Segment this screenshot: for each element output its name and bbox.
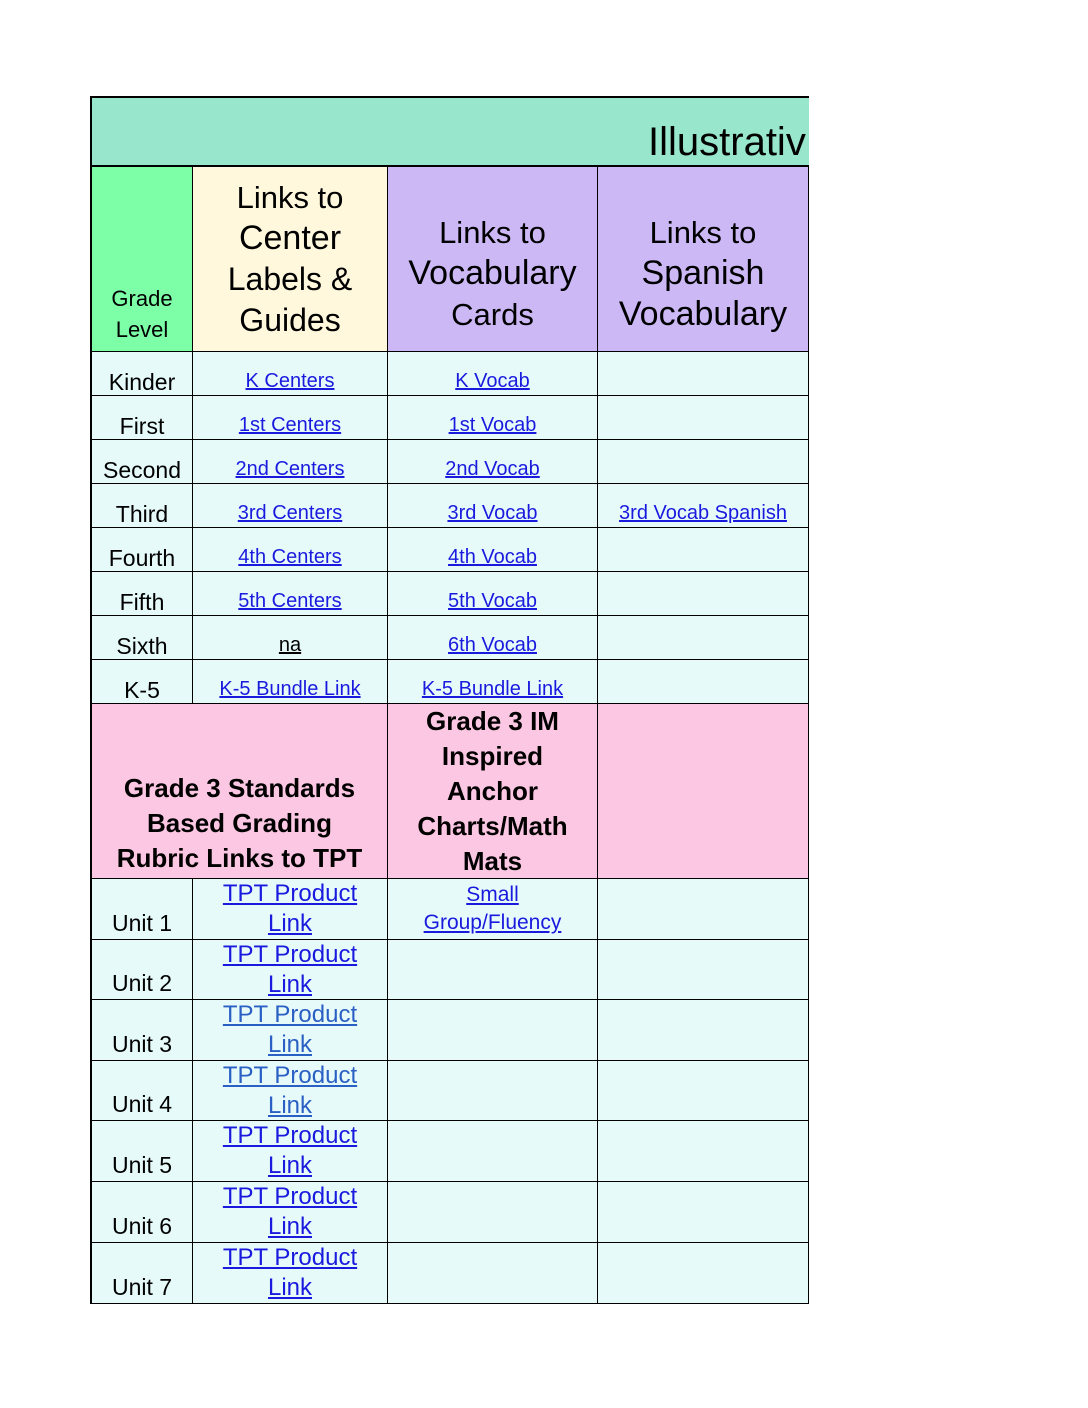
header-line: Mats <box>462 845 523 876</box>
unit-label: Unit 5 <box>90 1121 193 1182</box>
5th-centers-link[interactable]: 5th Centers <box>238 590 342 612</box>
unit3-tpt-link[interactable]: TPT Product <box>222 1001 358 1028</box>
k-vocab-link[interactable]: K Vocab <box>455 370 530 392</box>
header-line: Links to <box>439 214 546 250</box>
unit-label: Unit 6 <box>90 1182 193 1243</box>
unit5-tpt-link[interactable]: Link <box>267 1152 313 1179</box>
5th-vocab-link[interactable]: 5th Vocab <box>448 590 537 612</box>
vocab-link-cell <box>388 440 598 484</box>
header-line: Grade 3 Standards <box>123 773 356 803</box>
tpt-link-cell <box>193 1000 388 1061</box>
centers-header <box>193 167 388 352</box>
header-line: Links to <box>236 180 344 215</box>
k5-bundle-vocab-link[interactable]: K-5 Bundle Link <box>421 678 564 700</box>
grade-label: K-5 <box>90 660 193 704</box>
sheet-title: Illustrativ <box>648 120 806 164</box>
unit2-tpt-link[interactable]: Link <box>267 970 313 998</box>
header-line: Grade 3 IM <box>426 705 559 736</box>
unit6-tpt-link[interactable]: TPT Product <box>222 1183 358 1210</box>
vocab-link-cell <box>388 352 598 396</box>
unit1-tpt-link[interactable]: TPT Product <box>222 880 358 907</box>
k5-bundle-centers-link[interactable]: K-5 Bundle Link <box>219 678 361 700</box>
6th-centers-na[interactable]: na <box>278 634 302 656</box>
unit-label: Unit 1 <box>90 879 193 940</box>
unit7-tpt-link[interactable]: Link <box>267 1274 313 1301</box>
grade-level-header <box>90 167 193 352</box>
spanish-link-cell <box>598 352 809 396</box>
spanish-link-cell <box>598 528 809 572</box>
header-line: Center <box>238 219 342 257</box>
tpt-link-cell <box>193 1061 388 1121</box>
unit-label: Unit 2 <box>90 940 193 1000</box>
spanish-header <box>598 167 809 352</box>
vocab-link-cell <box>388 660 598 704</box>
vocab-link-cell <box>388 528 598 572</box>
header-line: Cards <box>451 296 534 332</box>
tpt-link-cell <box>193 1121 388 1182</box>
3rd-centers-link[interactable]: 3rd Centers <box>237 502 343 524</box>
centers-link-cell <box>193 616 388 660</box>
empty-cell <box>598 1000 809 1061</box>
grade-label: Kinder <box>90 352 193 396</box>
centers-link-cell <box>193 484 388 528</box>
unit4-tpt-link[interactable]: TPT Product <box>222 1061 358 1089</box>
unit2-tpt-link[interactable]: TPT Product <box>222 940 358 968</box>
centers-link-cell <box>193 572 388 616</box>
anchor-charts-header <box>388 704 598 879</box>
unit6-tpt-link[interactable]: Link <box>267 1213 313 1240</box>
header-line: Guides <box>239 302 341 338</box>
header-line: Vocabulary <box>408 253 577 292</box>
empty-cell <box>598 879 809 940</box>
grade-label: Sixth <box>90 616 193 660</box>
unit1-tpt-link[interactable]: Link <box>267 910 313 937</box>
grade-label: Fourth <box>90 528 193 572</box>
grade-label: First <box>90 396 193 440</box>
vocab-header <box>388 167 598 352</box>
unit7-tpt-link[interactable]: TPT Product <box>222 1244 358 1271</box>
centers-link-cell <box>193 660 388 704</box>
centers-link-cell <box>193 396 388 440</box>
empty-cell <box>598 1061 809 1121</box>
6th-vocab-link[interactable]: 6th Vocab <box>448 634 537 656</box>
spanish-link-cell <box>598 440 809 484</box>
2nd-vocab-link[interactable]: 2nd Vocab <box>445 458 540 480</box>
header-line: Links to <box>649 214 757 250</box>
empty-cell <box>388 1121 598 1182</box>
tpt-link-cell <box>193 1182 388 1243</box>
tpt-link-cell <box>193 940 388 1000</box>
header-line: Based Grading <box>147 808 332 838</box>
anchor-link-cell <box>388 879 598 940</box>
unit-label: Unit 3 <box>90 1000 193 1061</box>
unit5-tpt-link[interactable]: TPT Product <box>222 1122 358 1149</box>
empty-cell <box>598 1243 809 1304</box>
vocab-link-cell <box>388 572 598 616</box>
spanish-link-cell <box>598 660 809 704</box>
vocab-link-cell <box>388 616 598 660</box>
empty-cell <box>388 1182 598 1243</box>
header-line: Grade <box>111 286 173 311</box>
title-banner <box>90 96 809 167</box>
3rd-vocab-spanish-link[interactable]: 3rd Vocab Spanish <box>619 502 787 524</box>
rubric-header <box>90 704 388 879</box>
header-line: Inspired <box>441 740 544 771</box>
empty-cell <box>388 1061 598 1121</box>
grade-label: Third <box>90 484 193 528</box>
2nd-centers-link[interactable]: 2nd Centers <box>235 458 345 480</box>
grade-label: Second <box>90 440 193 484</box>
pink-empty-cell <box>598 704 809 879</box>
empty-cell <box>388 940 598 1000</box>
small-group-fluency-link[interactable]: Small <box>466 883 519 906</box>
tpt-link-cell <box>193 879 388 940</box>
spanish-link-cell <box>598 616 809 660</box>
grade-label: Fifth <box>90 572 193 616</box>
4th-vocab-link[interactable]: 4th Vocab <box>448 546 537 568</box>
header-line: Labels & <box>227 261 353 297</box>
spanish-link-cell <box>598 572 809 616</box>
spanish-link-cell <box>598 484 809 528</box>
empty-cell <box>598 1121 809 1182</box>
empty-cell <box>598 940 809 1000</box>
spanish-link-cell <box>598 396 809 440</box>
header-line: Rubric Links to TPT <box>116 843 363 873</box>
4th-centers-link[interactable]: 4th Centers <box>238 546 342 568</box>
empty-cell <box>388 1243 598 1304</box>
header-line: Vocabulary <box>618 294 788 333</box>
header-line: Level <box>115 317 169 342</box>
empty-cell <box>388 1000 598 1061</box>
unit4-tpt-link[interactable]: Link <box>267 1091 313 1119</box>
unit3-tpt-link[interactable]: Link <box>267 1031 313 1058</box>
1st-vocab-link[interactable]: 1st Vocab <box>448 414 537 436</box>
header-line: Anchor <box>447 775 538 806</box>
k-centers-link[interactable]: K Centers <box>245 370 335 392</box>
3rd-vocab-link[interactable]: 3rd Vocab <box>447 502 538 524</box>
centers-link-cell <box>193 440 388 484</box>
header-line: Spanish <box>641 253 765 292</box>
centers-link-cell <box>193 528 388 572</box>
vocab-link-cell <box>388 484 598 528</box>
empty-cell <box>598 1182 809 1243</box>
vocab-link-cell <box>388 396 598 440</box>
spreadsheet <box>90 96 809 1304</box>
tpt-link-cell <box>193 1243 388 1304</box>
centers-link-cell <box>193 352 388 396</box>
unit-label: Unit 4 <box>90 1061 193 1121</box>
unit-label: Unit 7 <box>90 1243 193 1304</box>
1st-centers-link[interactable]: 1st Centers <box>238 414 342 436</box>
small-group-fluency-link[interactable]: Group/Fluency <box>423 911 562 934</box>
header-line: Charts/Math <box>417 810 568 841</box>
